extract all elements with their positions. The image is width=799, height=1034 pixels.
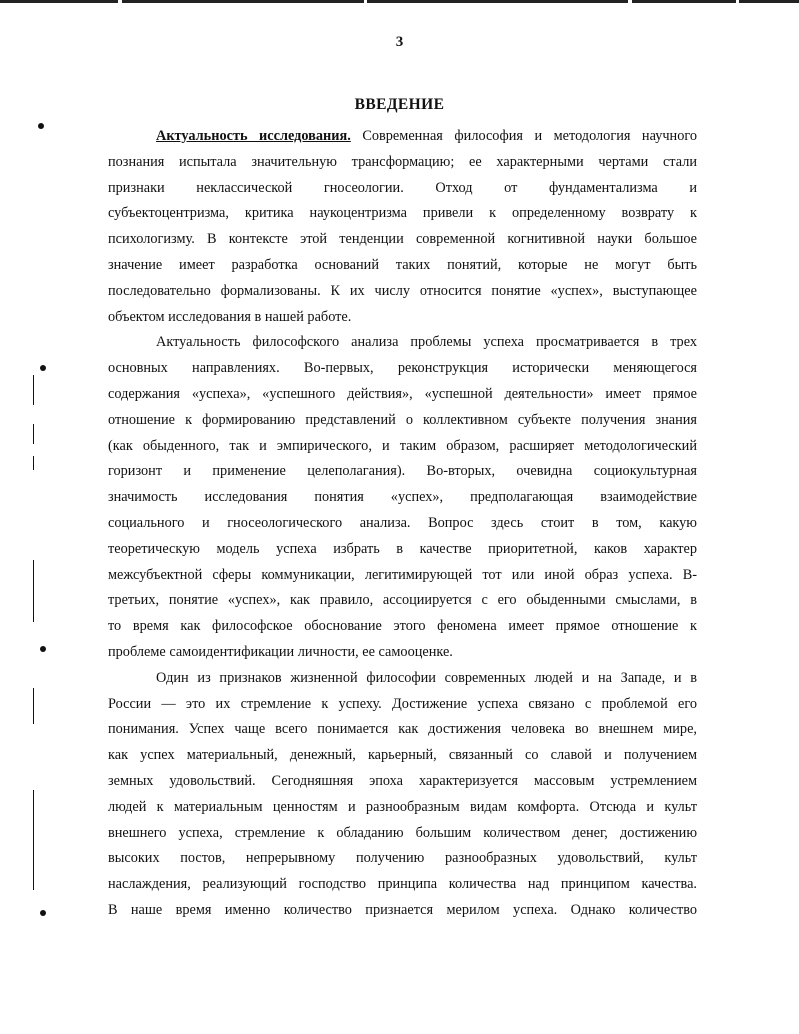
scan-margin-line: [33, 375, 34, 405]
paragraph-1-line: субъектоцентризма, критика наукоцентризма привели к определенному возврату к: [108, 205, 697, 222]
paragraph-2-line: третьих, понятие «успех», как правило, ассоциируется с его обыденными смыслами, в: [108, 592, 697, 609]
paragraph-3-line: наслаждения, реализующий господство принципа количества над принципом качества.: [108, 876, 697, 893]
paragraph-2-line: содержания «успеха», «успешного действия», «успешной деятельности» имеет прямое: [108, 385, 697, 402]
scan-margin-line: [33, 790, 34, 890]
paragraph-2-line: проблеме самоидентификации личности, ее самооценке.: [108, 643, 453, 660]
page-number: 3: [395, 34, 404, 50]
binder-hole-mark: [40, 646, 46, 652]
paragraph-2-line: межсубъектной сферы коммуникации, легитимирующей тот или иной образ успеха. В-: [108, 566, 697, 583]
paragraph-1-line: Актуальность исследования. Современная философия и методология научного: [156, 128, 697, 144]
scan-border-gap: [736, 0, 739, 3]
paragraph-1-line: познания испытала значительную трансформацию; ее характерными чертами стали: [108, 153, 697, 170]
scan-border-gap: [628, 0, 632, 3]
binder-hole-mark: [40, 910, 46, 916]
paragraph-3-line: внешнего успеха, стремление к обладанию большим количеством денег, достижению: [108, 824, 697, 841]
paragraph-2-line: основных направлениях. Во-первых, реконструкция исторически меняющегося: [108, 360, 697, 377]
paragraph-3-line: земных удовольствий. Сегодняшняя эпоха характеризуется массовым устремлением: [108, 772, 697, 789]
paragraph-1-line: психологизму. В контексте этой тенденции современной когнитивной науки большое: [108, 231, 697, 248]
scan-border-gap: [118, 0, 122, 3]
scan-margin-line: [33, 456, 34, 470]
paragraph-3-line: высоких постов, непрерывному получению разнообразных удовольствий, культ: [108, 850, 697, 867]
paragraph-3-line: Один из признаков жизненной философии современных людей и на Западе, и в: [156, 669, 697, 686]
paragraph-2-line: социального и гносеологического анализа. Вопрос здесь стоит в том, какую: [108, 514, 697, 531]
paragraph-2-line: отношение к формированию представлений о коллективном субъекте получения знания: [108, 411, 697, 428]
paragraph-1-line: значение имеет разработка оснований таких понятий, которые не могут быть: [108, 256, 697, 273]
paragraph-3-line: понимания. Успех чаще всего понимается как достижения человека во внешнем мире,: [108, 721, 697, 738]
paragraph-1-line: объектом исследования в нашей работе.: [108, 308, 352, 325]
paragraph-2-line: (как обыденного, так и эмпирического, и таким образом, расширяет методологический: [108, 437, 697, 454]
binder-hole-mark: [40, 365, 46, 371]
paragraph-2-line: то время как философское обоснование этого феномена имеет прямое отношение к: [108, 618, 697, 635]
scan-margin-line: [33, 424, 34, 444]
section-heading: ВВЕДЕНИЕ: [354, 96, 445, 113]
paragraph-1-lead: Актуальность исследования.: [156, 128, 351, 144]
scan-border-gap: [364, 0, 367, 3]
paragraph-2-line: значимость исследования понятия «успех», предполагающая взаимодействие: [108, 489, 697, 506]
binder-hole-mark: [38, 123, 44, 129]
scan-margin-line: [33, 560, 34, 622]
paragraph-2-line: горизонт и применение целеполагания). Во-вторых, очевидна социокультурная: [108, 463, 697, 480]
paragraph-3-line: людей к материальным ценностям и разнообразным видам комфорта. Отсюда и культ: [108, 798, 697, 815]
paragraph-3-line: В наше время именно количество признается мерилом успеха. Однако количество: [108, 901, 697, 918]
scan-margin-line: [33, 688, 34, 724]
paragraph-1-line: признаки неклассической гносеологии. Отход от фундаментализма и: [108, 179, 697, 196]
paragraph-3-line: России — это их стремление к успеху. Достижение успеха связано с проблемой его: [108, 695, 697, 712]
paragraph-1-line: последовательно формализованы. К их числу относится понятие «успех», выступающее: [108, 282, 697, 299]
document-body: [108, 124, 697, 924]
paragraph-2-line: теоретическую модель успеха избрать в качестве приоритетной, каков характер: [108, 540, 697, 557]
paragraph-2-line: Актуальность философского анализа проблемы успеха просматривается в трех: [156, 334, 697, 351]
paragraph-3-line: как успех материальный, денежный, карьерный, связанный со славой и получением: [108, 747, 697, 764]
